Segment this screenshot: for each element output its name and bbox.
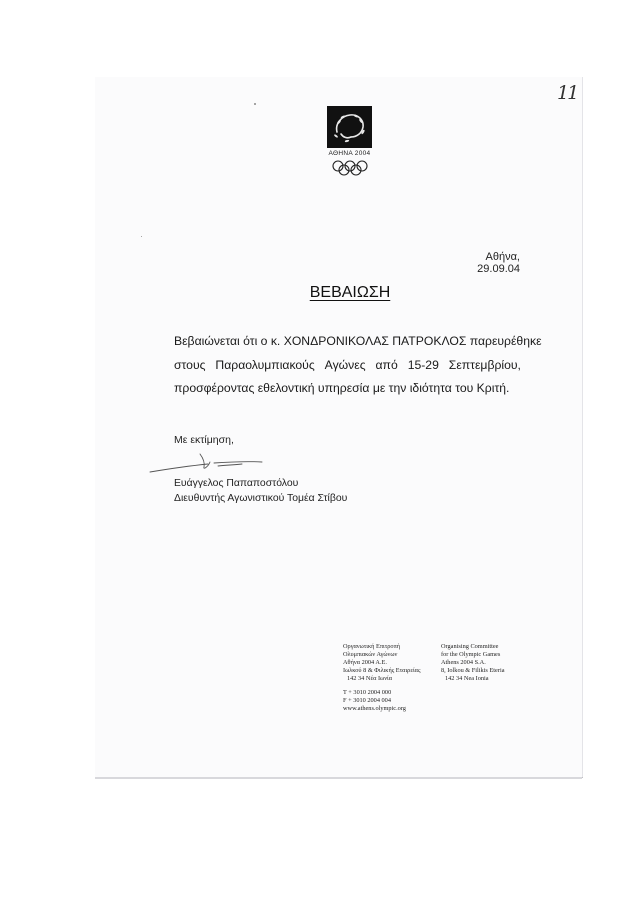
- letter-date: Αθήνα, 29.09.04: [477, 251, 520, 275]
- document-title: ΒΕΒΑΙΩΣΗ: [309, 284, 391, 301]
- body-line-1: Βεβαιώνεται ότι ο κ. ΧΟΝΔΡΟΝΙΚΟΛΑΣ ΠΑΤΡΟΚΛΟΣ παρευρέθηκε: [174, 334, 542, 348]
- footer-address-english: [441, 643, 505, 683]
- footer-line: Αθήνα 2004 Α.Ε.: [343, 659, 387, 667]
- certificate-body: [174, 330, 542, 401]
- body-word: 15-29: [407, 357, 439, 372]
- athens-2004-wordmark: ΑΘΗΝΑ 2004: [328, 150, 371, 157]
- letter-sheet: [95, 77, 583, 778]
- footer-line: 8, Iolkou & Filikis Eteria: [441, 667, 505, 675]
- body-word: Σεπτεμβρίου,: [448, 357, 521, 372]
- footer-address-greek: [343, 643, 420, 683]
- footer-line: Οργανωτική Επιτροπή: [343, 643, 401, 650]
- signer-role: Διευθυντής Αγωνιστικού Τομέα Στίβου: [174, 493, 348, 504]
- body-word: Παραολυμπιακούς: [215, 357, 315, 372]
- footer-line: 142 34 Νέα Ιωνία: [347, 675, 393, 683]
- olympic-rings-icon: [331, 160, 369, 176]
- footer-line: Organising Committee: [441, 643, 499, 650]
- olympic-olive-wreath-emblem-icon: [327, 106, 372, 148]
- footer-line: Ολυμπιακών Αγώνων: [343, 651, 398, 659]
- signer-name: Ευάγγελος Παπαποστόλου: [174, 478, 299, 489]
- footer-fax: F + 3010 2004 004: [343, 697, 391, 705]
- footer-website: www.athens.olympic.org: [343, 705, 406, 713]
- handwritten-page-number: 11: [557, 82, 578, 104]
- athens-2004-emblem: [327, 106, 372, 148]
- footer-contact: [343, 689, 406, 713]
- footer-line: 142 34 Nea Ionia: [445, 675, 489, 683]
- signer-block: [174, 476, 347, 506]
- scan-speck: [141, 236, 142, 237]
- body-word: Αγώνες: [324, 357, 366, 372]
- footer-line: Ιωλκού 8 & Φιλικής Εταιρείας: [343, 667, 421, 675]
- sheet-edge-shadow: [95, 777, 582, 779]
- footer-line: Athens 2004 S.A.: [441, 659, 486, 667]
- body-word: από: [375, 357, 398, 372]
- handwritten-signature: [148, 450, 266, 476]
- body-line-3: προσφέροντας εθελοντική υπηρεσία με την ιδιότητα του Κριτή.: [174, 381, 510, 395]
- footer-line: for the Olympic Games: [441, 651, 501, 659]
- body-word: στους: [174, 357, 206, 372]
- footer-phone: T + 3010 2004 000: [343, 689, 392, 696]
- body-line-2: [174, 354, 521, 378]
- closing-salutation: Με εκτίμηση,: [174, 434, 234, 446]
- scan-speck: [254, 103, 256, 105]
